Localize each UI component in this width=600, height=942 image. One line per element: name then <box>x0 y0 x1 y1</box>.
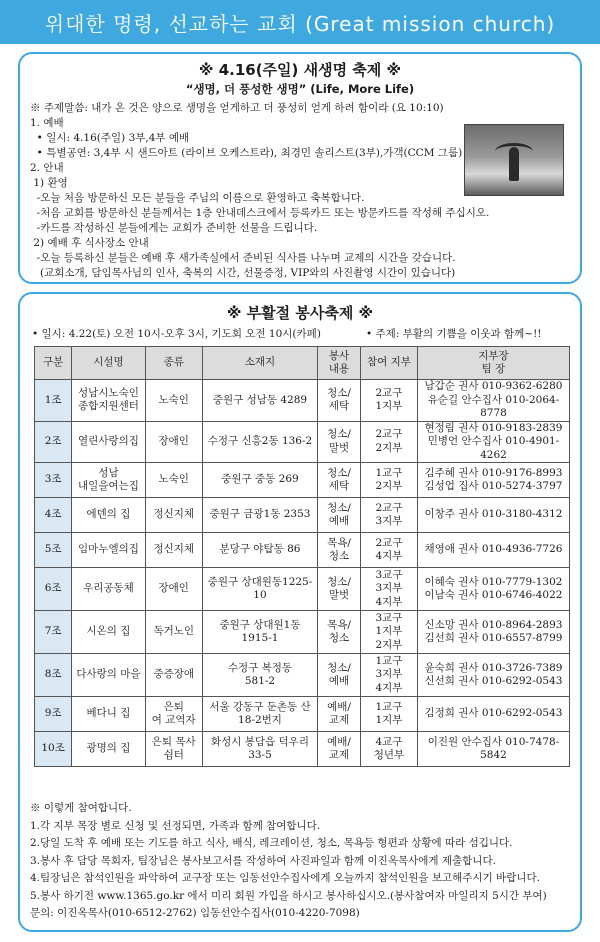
table-cell: 열린사랑의집 <box>72 421 146 463</box>
table-cell: 청소/ 세탁 <box>318 380 361 422</box>
table-row <box>35 533 570 568</box>
table-cell: 이진원 안수집사 010-7478-5842 <box>417 732 569 767</box>
table-cell: 5조 <box>35 533 72 568</box>
page-banner <box>0 0 600 44</box>
table-row <box>35 421 570 463</box>
table-cell: 수정구 신흥2동 136-2 <box>202 421 317 463</box>
table-cell: 1교구 2지부 <box>360 463 417 498</box>
table-cell: 2교구 1지부 <box>360 380 417 422</box>
table-cell: 예배/ 교제 <box>318 697 361 732</box>
note-line: ※ 이렇게 참여합니다. <box>30 802 132 814</box>
column-header: 구분 <box>35 347 72 380</box>
table-cell: 4교구 청년부 <box>360 732 417 767</box>
table-row <box>35 611 570 654</box>
table-cell: 성남 내일을여는집 <box>72 463 146 498</box>
section1-line: -처음 교회를 방문하신 분들께서는 1층 안내데스크에서 등록카드 또는 방문카드를 작성해 주십시오. <box>30 207 490 219</box>
table-cell: 8조 <box>35 654 72 697</box>
section-easter-service-festival <box>18 292 582 932</box>
table-row <box>35 380 570 422</box>
table-cell: 9조 <box>35 697 72 732</box>
table-cell: 독거노인 <box>145 611 202 654</box>
table-cell: 이창주 권사 010-3180-4312 <box>417 498 569 533</box>
note-line: 문의: 이진옥목사(010-6512-2762) 임동선안수집사(010-4220-7098) <box>30 907 360 919</box>
table-cell: 다사랑의 마을 <box>72 654 146 697</box>
section1-line: • 일시: 4.16(주일) 3부,4부 예배 <box>30 132 190 144</box>
table-cell: 목욕/ 청소 <box>318 611 361 654</box>
table-cell: 중원구 금광1동 2353 <box>202 498 317 533</box>
table-cell: 청소/ 말벗 <box>318 421 361 463</box>
table-cell: 3교구 1지부 2지부 <box>360 611 417 654</box>
table-cell: 이혜숙 권사 010-7779-1302 이남숙 권사 010-6746-4022 <box>417 568 569 611</box>
banner-title: 위대한 명령, 선교하는 교회 (Great mission church) <box>44 11 556 36</box>
section1-line: 2. 안내 <box>30 162 64 174</box>
section2-info-theme: • 주제: 부활의 기쁨을 이웃과 함께~!! <box>366 328 542 340</box>
table-body <box>35 380 570 767</box>
table-cell: 윤숙희 권사 010-3726-7389 신선희 권사 010-6292-0543 <box>417 654 569 697</box>
table-cell: 화성시 봉담읍 덕우리 33-5 <box>202 732 317 767</box>
table-cell: 남갑순 권사 010-9362-6280 유순길 안수집사 010-2064-8778 <box>417 380 569 422</box>
section1-line: -오늘 등록하신 분들은 예배 후 새가족실에서 준비된 식사를 나누며 교제의 시간을 갖습니다. <box>30 252 456 264</box>
note-line: 3.봉사 후 담당 목회자, 팀장님은 봉사보고서를 작성하여 사진파일과 함께 이진옥목사에게 제출합니다. <box>30 854 496 867</box>
column-header: 종류 <box>145 347 202 380</box>
table-cell: 중원구 상대원동1225-10 <box>202 568 317 611</box>
table-cell: 김정희 권사 010-6292-0543 <box>417 697 569 732</box>
table-cell: 김주혜 권사 010-9176-8993 김성업 집사 010-5274-3797 <box>417 463 569 498</box>
table-cell: 중원구 중동 269 <box>202 463 317 498</box>
column-header: 소재지 <box>202 347 317 380</box>
section2-info-date: • 일시: 4.22(토) 오전 10시-오후 3시, 기도회 오전 10시(카페) <box>32 328 321 340</box>
service-table <box>34 346 570 767</box>
table-cell: 은퇴 목사 쉼터 <box>145 732 202 767</box>
table-cell: 은퇴 여 교역자 <box>145 697 202 732</box>
table-cell: 우리공동체 <box>72 568 146 611</box>
table-row <box>35 732 570 767</box>
table-cell: 1교구 1지부 <box>360 697 417 732</box>
note-line: 1.각 지부 목장 별로 신청 및 선정되면, 가족과 함께 참여합니다. <box>30 819 321 832</box>
table-row <box>35 568 570 611</box>
table-cell: 2조 <box>35 421 72 463</box>
table-cell: 에덴의 집 <box>72 498 146 533</box>
table-cell: 성남시노숙인 종합지원센터 <box>72 380 146 422</box>
table-row <box>35 498 570 533</box>
section1-line: 2) 예배 후 식사장소 안내 <box>30 237 149 249</box>
table-cell: 1교구 3지부 4지부 <box>360 654 417 697</box>
section1-line: 1) 환영 <box>30 177 68 189</box>
table-cell: 서울 강동구 둔촌동 산 18-2번지 <box>202 697 317 732</box>
table-cell: 7조 <box>35 611 72 654</box>
table-cell: 청소/ 예배 <box>318 498 361 533</box>
table-cell: 2교구 2지부 <box>360 421 417 463</box>
table-cell: 청소/ 예배 <box>318 654 361 697</box>
table-cell: 수정구 복정동 581-2 <box>202 654 317 697</box>
table-cell: 분당구 야탑동 86 <box>202 533 317 568</box>
table-cell: 청소/ 말벗 <box>318 568 361 611</box>
table-cell: 목욕/ 청소 <box>318 533 361 568</box>
table-cell: 중증장애 <box>145 654 202 697</box>
table-cell: 채영애 권사 010-4936-7726 <box>417 533 569 568</box>
table-header-row <box>35 347 570 380</box>
section1-line: (교회소개, 담임목사님의 인사, 축복의 시간, 선물증정, VIP와의 사진촬영 시간이 있습니다) <box>30 267 456 279</box>
section1-line: -오늘 처음 방문하신 모든 분들을 주님의 이름으로 환영하고 축복합니다. <box>30 192 365 204</box>
table-cell: 베다니 집 <box>72 697 146 732</box>
column-header: 참여 지부 <box>360 347 417 380</box>
table-cell: 1조 <box>35 380 72 422</box>
section1-line: -카드를 작성하신 분들에게는 교회가 준비한 선물을 드립니다. <box>30 222 318 234</box>
table-cell: 10조 <box>35 732 72 767</box>
table-cell: 2교구 3지부 <box>360 498 417 533</box>
section-new-life-festival <box>18 52 582 284</box>
table-cell: 정신지체 <box>145 533 202 568</box>
table-cell: 광명의 집 <box>72 732 146 767</box>
section1-subtitle: “생명, 더 풍성한 생명” (Life, More Life) <box>185 82 415 96</box>
promo-person <box>509 147 519 181</box>
table-cell: 신소망 권사 010-8964-2893 김선희 권사 010-6557-8799 <box>417 611 569 654</box>
table-cell: 2교구 4지부 <box>360 533 417 568</box>
table-cell: 정신지체 <box>145 498 202 533</box>
participation-notes <box>30 800 570 923</box>
table-cell: 시온의 집 <box>72 611 146 654</box>
column-header: 지부장 팀 장 <box>417 347 569 380</box>
table-cell: 현정림 권사 010-9183-2839 민병언 안수집사 010-4901-4262 <box>417 421 569 463</box>
table-cell: 예배/ 교제 <box>318 732 361 767</box>
table-cell: 6조 <box>35 568 72 611</box>
table-cell: 중원구 성남동 4289 <box>202 380 317 422</box>
note-line: 5.봉사 하기전 www.1365.go.kr 에서 미리 회원 가입을 하시고 봉사하십시오.(봉사참여자 마일리지 5시간 부여) <box>30 889 547 902</box>
note-line: 2.당일 도착 후 예배 또는 기도를 하고 식사, 배식, 레크레이션, 청소, 목욕등 형편과 상황에 따라 섬깁니다. <box>30 837 513 849</box>
table-cell: 중원구 상대원1동 1915-1 <box>202 611 317 654</box>
table-cell: 임마누엘의집 <box>72 533 146 568</box>
table-cell: 4조 <box>35 498 72 533</box>
table-cell: 장애인 <box>145 568 202 611</box>
section1-line: • 특별공연: 3,4부 시 샌드아트 (라이브 오케스트라), 최경민 솔리스트(3부),가객(CCM 그룹) <box>30 147 463 159</box>
column-header: 봉사 내용 <box>318 347 361 380</box>
table-row <box>35 463 570 498</box>
note-line: 4.팀장님은 참석인원을 파악하여 교구장 또는 임동선안수집사에게 오늘까지 참석인원을 보고해주시기 바랍니다. <box>30 872 540 884</box>
table-row <box>35 697 570 732</box>
section1-title: ※ 4.16(주일) 새생명 축제 ※ <box>198 61 402 79</box>
table-cell: 장애인 <box>145 421 202 463</box>
section1-line: 1. 예배 <box>30 117 64 129</box>
table-cell: 3교구 3지부 4지부 <box>360 568 417 611</box>
table-cell: 노숙인 <box>145 463 202 498</box>
promo-image <box>464 124 564 196</box>
table-row <box>35 654 570 697</box>
column-header: 시설명 <box>72 347 146 380</box>
table-cell: 청소/ 세탁 <box>318 463 361 498</box>
section1-line: ※ 주제말씀: 내가 온 것은 양으로 생명을 얻게하고 더 풍성히 얻게 하려 함이라 (요 10:10) <box>30 102 444 114</box>
table-cell: 3조 <box>35 463 72 498</box>
section2-title: ※ 부활절 봉사축제 ※ <box>226 304 374 322</box>
table-cell: 노숙인 <box>145 380 202 422</box>
